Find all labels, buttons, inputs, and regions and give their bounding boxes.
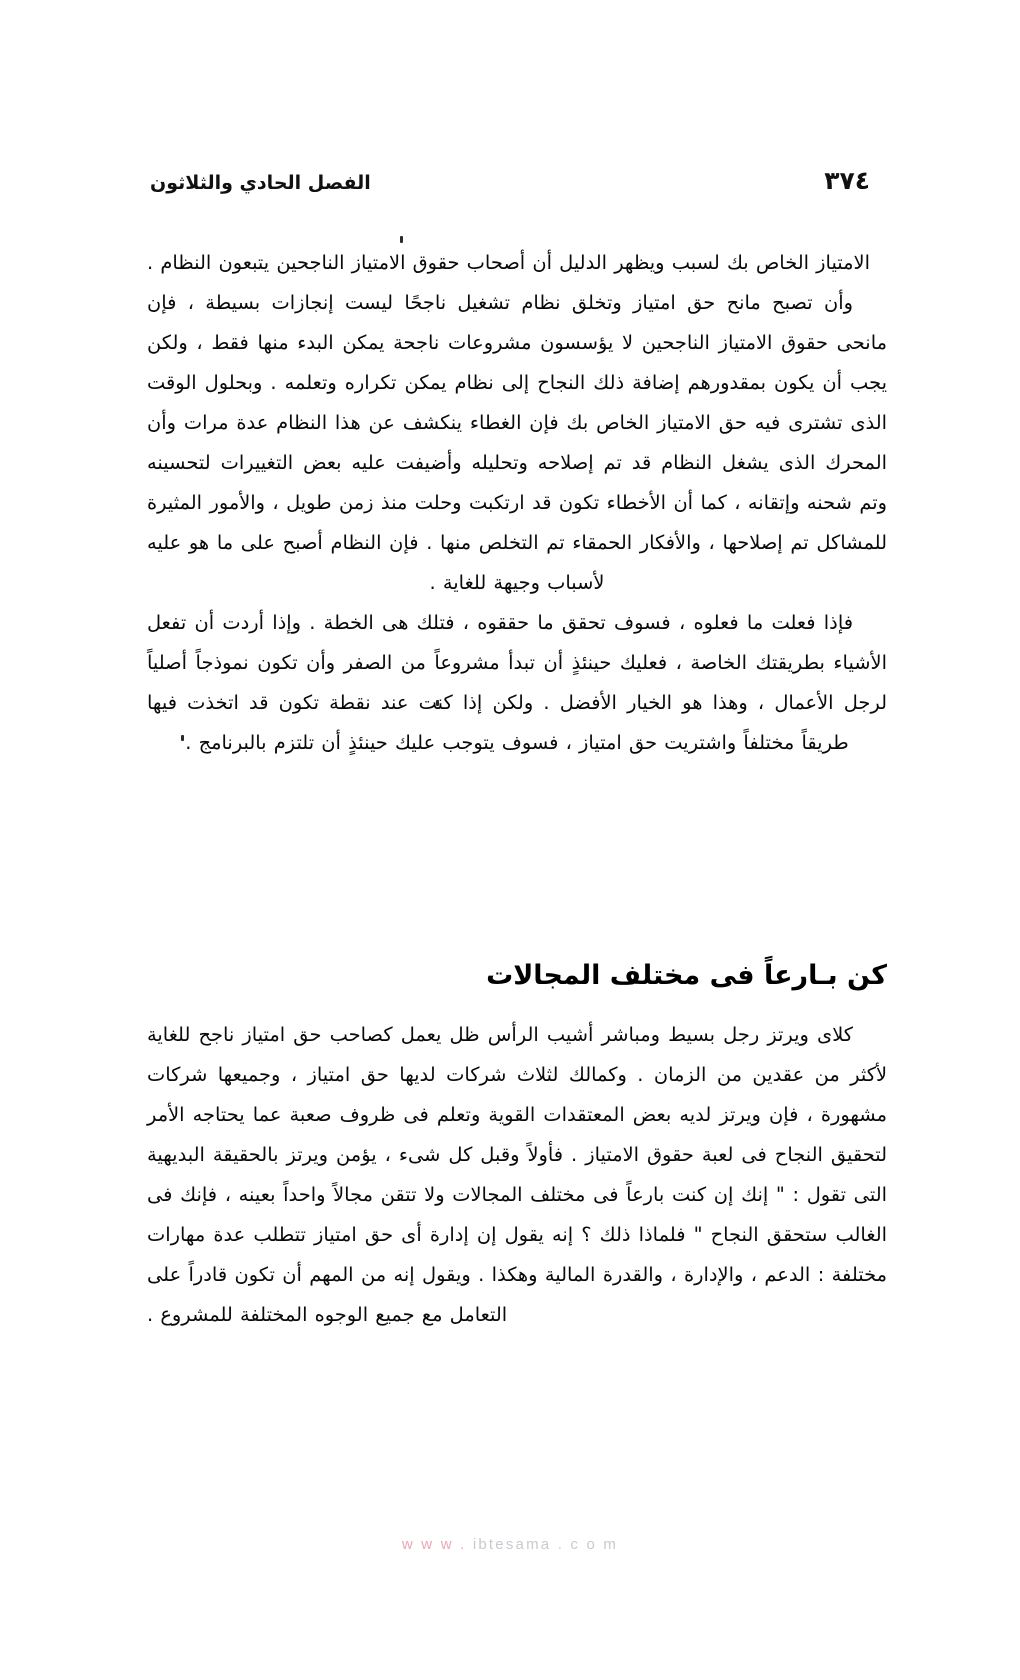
- section-body-text: [147, 1015, 887, 1335]
- running-head: [150, 168, 870, 202]
- paragraph: الامتياز الخاص بك لسبب ويظهر الدليل أن أصحاب حقوق الامتياز الناجحين يتبعون النظام .: [147, 251, 870, 274]
- section-heading: كن بـارعاً فى مختلف المجالات: [486, 960, 887, 991]
- watermark-prefix: w w w .: [401, 1536, 467, 1553]
- paragraph: فإذا فعلت ما فعلوه ، فسوف تحقق ما حققوه ، فتلك هى الخطة . وإذا أردت أن تفعل الأشياء بطريقتك الخاصة ، فعليك حينئذٍ أن تبدأ مشروعاً من الصفر وأن تكون نموذجاً أصلياً لرجل الأعمال ، وهذا هو الخيار الأفضل . ولكن إذا كنت عند نقطة تكون قد اتخذت فيها طريقاً مختلفاً واشتريت حق امتياز ، فسوف يتوجب عليك حينئذٍ أن تلتزم بالبرنامج .: [147, 611, 887, 754]
- watermark-suffix: . c o m: [557, 1536, 619, 1553]
- paragraph: وأن تصبح مانح حق امتياز وتخلق نظام تشغيل ناجحًا ليست إنجازات بسيطة ، فإن مانحى حقوق الامتياز الناجحين لا يؤسسون مشروعات ناجحة يمكن البدء منها فقط ، ولكن يجب أن يكون بمقدورهم إضافة ذلك النجاح إلى نظام يمكن تكراره وتعلمه . وبحلول الوقت الذى تشترى فيه حق الامتياز الخاص بك فإن الغطاء ينكشف عن هذا النظام عدة مرات وأن المحرك الذى يشغل النظام قد تم إصلاحه وتحليله وأضيفت عليه بعض التغييرات لتحسينه وتم شحنه وإتقانه ، كما أن الأخطاء تكون قد ارتكبت وحلت منذ زمن طويل ، والأمور المثيرة للمشاكل تم إصلاحها ، والأفكار الحمقاء تم التخلص منها . فإن النظام أصبح على ما هو عليه لأسباب وجيهة للغاية .: [147, 291, 887, 594]
- watermark-site-name: ibtesama: [472, 1536, 552, 1553]
- page-number: ٣٧٤: [824, 166, 870, 195]
- paragraph: كلاى ويرتز رجل بسيط ومباشر أشيب الرأس ظل يعمل كصاحب حق امتياز ناجح للغاية لأكثر من عقدين من الزمان . وكمالك لثلاث شركات لديها حق امتياز ، وجميعها شركات مشهورة ، فإن ويرتز لديه بعض المعتقدات القوية وتعلم فى ظروف صعبة عما يحتاجه الأمر لتحقيق النجاح فى لعبة حقوق الامتياز . فأولاً وقبل كل شىء ، يؤمن ويرتز بالحقيقة البديهية التى تقول : " إنك إن كنت بارعاً فى مختلف المجالات ولا تتقن مجالاً واحداً بعينه ، فإنك فى الغالب ستحقق النجاح " فلماذا ذلك ؟ إنه يقول إن إدارة أى حق امتياز تتطلب عدة مهارات مختلفة : الدعم ، والإدارة ، والقدرة المالية وهكذا . ويقول إنه من المهم أن تكون قادراً على التعامل مع جميع الوجوه المختلفة للمشروع .: [147, 1023, 887, 1326]
- scan-speck: [400, 236, 403, 243]
- footer-watermark: [0, 1536, 1020, 1553]
- body-text: [147, 243, 887, 763]
- chapter-title: الفصل الحادي والثلاثون: [150, 172, 371, 194]
